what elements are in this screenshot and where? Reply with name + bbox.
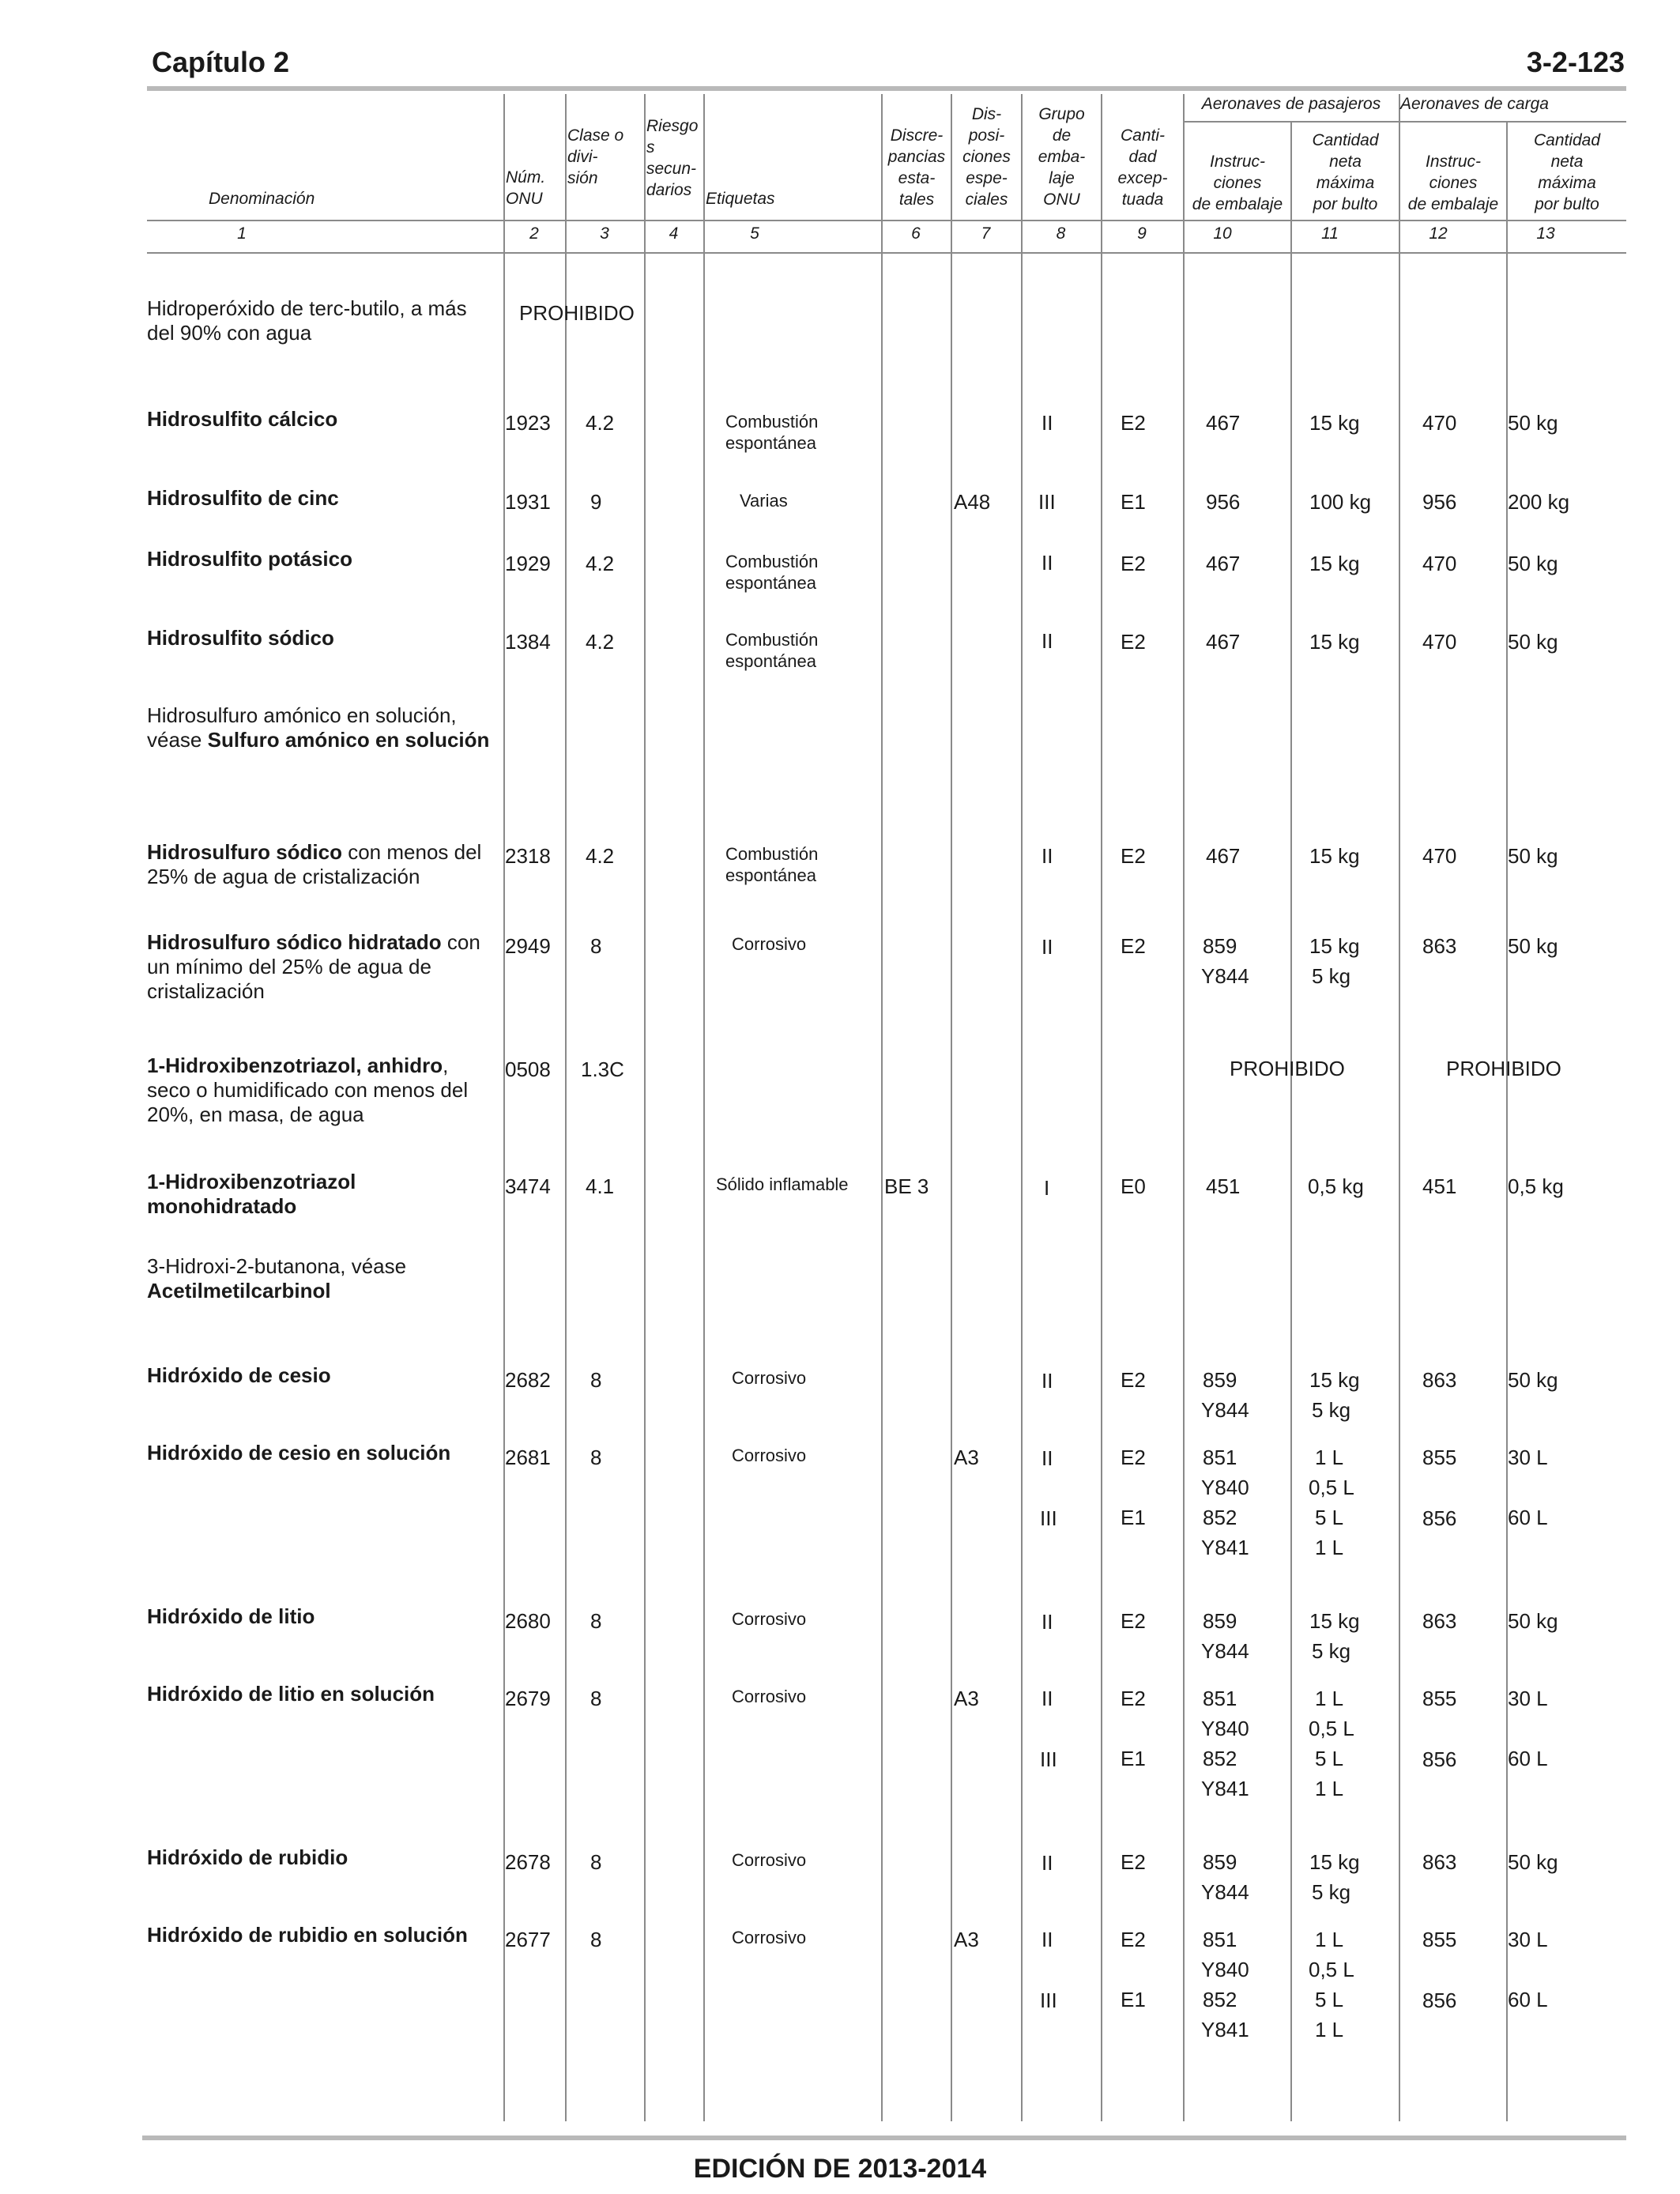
class-division: 4.2 [586,844,615,868]
pax-packing-instruction: 851 [1203,1687,1237,1710]
row-name: Hidróxido de litio en solución [147,1682,435,1706]
cargo-max-quantity: 50 kg [1508,1850,1558,1874]
pax-packing-instruction-y: Y844 [1201,1639,1249,1663]
cargo-packing-instruction: 470 [1422,844,1457,868]
cargo-max-quantity: 50 kg [1508,1368,1558,1392]
hazard-label: Corrosivo [732,1687,807,1706]
state-variation: BE 3 [884,1174,929,1198]
packing-group: II [1042,411,1053,435]
excepted-quantity: E2 [1121,1850,1146,1874]
un-number: 2681 [505,1446,551,1469]
pax-max-quantity-2-y: 1 L [1315,1536,1344,1559]
pax-packing-instruction-2-y: Y841 [1201,1777,1249,1800]
pax-max-quantity: 1 L [1315,1687,1344,1710]
excepted-quantity: E2 [1121,552,1146,575]
cargo-packing-instruction-2: 856 [1422,1506,1457,1530]
pax-packing-instruction-y: Y844 [1201,1398,1249,1422]
cargo-packing-instruction: 470 [1422,411,1457,435]
cargo-packing-instruction: 470 [1422,630,1457,654]
packing-group: II [1042,935,1053,959]
col-pax-cantidad-header: Cantidad neta máxima por bulto [1312,131,1379,213]
col-etiquetas-header: Etiquetas [706,190,775,208]
class-division: 8 [590,1850,602,1874]
pax-packing-instruction: 851 [1203,1928,1237,1951]
cargo-packing-instruction: 451 [1422,1174,1457,1198]
packing-group-2: III [1040,1747,1057,1771]
class-division: 4.2 [586,552,615,575]
pax-max-quantity-2: 5 L [1315,1988,1344,2011]
pax-max-quantity: 15 kg [1309,1850,1360,1874]
pax-max-quantity: 1 L [1315,1928,1344,1951]
pax-max-quantity-2-y: 1 L [1315,2018,1344,2041]
cargo-max-quantity: 30 L [1508,1687,1548,1710]
row-name: Hidrosulfuro sódico con menos del 25% de agua de cristalización [147,840,482,888]
class-division: 8 [590,1928,602,1951]
cargo-max-quantity: 50 kg [1508,552,1558,575]
un-number: 2682 [505,1368,551,1392]
hazard-label: Combustión espontánea [725,552,819,593]
excepted-quantity-2: E1 [1121,1747,1146,1770]
cargo-packing-instruction: 855 [1422,1928,1457,1951]
pax-max-quantity: 15 kg [1309,844,1360,868]
hazard-label: Varias [740,491,788,511]
pax-max-quantity: 15 kg [1309,1609,1360,1633]
row-name: Hidróxido de rubidio en solución [147,1923,468,1947]
hazard-label: Corrosivo [732,1850,807,1870]
class-division: 1.3C [581,1057,624,1081]
col-riesgos-header: Riesgo s secun- darios [646,117,699,199]
excepted-quantity: E2 [1121,630,1146,654]
row-name: Hidrosulfito potásico [147,547,352,571]
pax-max-quantity: 15 kg [1309,411,1360,435]
excepted-quantity-2: E1 [1121,1988,1146,2011]
row-name: Hidroperóxido de terc-butilo, a más del 90% con agua [147,296,467,345]
un-number: 2679 [505,1687,551,1710]
pax-max-quantity-y: 0,5 L [1309,1476,1354,1499]
hazard-label: Combustión espontánea [725,630,819,671]
pax-packing-instruction-y: Y840 [1201,1958,1249,1981]
hazard-label: Corrosivo [732,934,807,954]
un-number: 2949 [505,934,551,958]
class-division: 4.2 [586,630,615,654]
excepted-quantity: E2 [1121,844,1146,868]
packing-group: II [1042,1928,1053,1951]
packing-group: II [1042,1369,1053,1393]
col-discrepancias-header: Discre- pancias esta- tales [887,126,946,209]
passenger-aircraft-header: Aeronaves de pasajeros [1201,95,1381,113]
class-division: 8 [590,1609,602,1633]
special-provision: A3 [954,1687,979,1710]
un-number: 3474 [505,1174,551,1198]
pax-packing-instruction: 467 [1206,552,1241,575]
excepted-quantity: E2 [1121,411,1146,435]
excepted-quantity: E0 [1121,1174,1146,1198]
class-division: 8 [590,1446,602,1469]
top-rule [147,86,1626,91]
packing-group-2: III [1040,1989,1057,2012]
prohibited-label: PROHIBIDO [519,301,635,325]
pax-packing-instruction: 467 [1206,630,1241,654]
pax-max-quantity-y: 5 kg [1312,1639,1351,1663]
excepted-quantity: E2 [1121,1928,1146,1951]
un-number: 1923 [505,411,551,435]
edition-footer: EDICIÓN DE 2013-2014 [693,2154,987,2184]
cargo-max-quantity-2: 60 L [1508,1747,1548,1770]
pax-max-quantity-y: 5 kg [1312,1398,1351,1422]
hazard-label: Combustión espontánea [725,844,819,885]
un-number: 2677 [505,1928,551,1951]
chapter-title: Capítulo 2 [152,46,290,78]
un-number: 0508 [505,1057,551,1081]
pax-max-quantity-2: 5 L [1315,1506,1344,1529]
cargo-max-quantity-2: 60 L [1508,1506,1548,1529]
row-name: Hidrosulfito de cinc [147,486,339,510]
row-name: Hidrosulfuro sódico hidratado con un mínimo del 25% de agua de cristalización [147,930,480,1003]
pax-max-quantity: 15 kg [1309,630,1360,654]
pax-packing-instruction: 467 [1206,411,1241,435]
class-division: 8 [590,1687,602,1710]
class-division: 8 [590,934,602,958]
cargo-max-quantity: 50 kg [1508,844,1558,868]
pax-packing-instruction-2: 852 [1203,1988,1237,2011]
hazard-label: Corrosivo [732,1609,807,1629]
pax-packing-instruction: 851 [1203,1446,1237,1469]
pax-prohibited-label: PROHIBIDO [1230,1057,1345,1080]
pax-max-quantity: 0,5 kg [1308,1174,1364,1198]
cargo-packing-instruction: 863 [1422,1609,1457,1633]
cargo-max-quantity: 0,5 kg [1508,1174,1564,1198]
special-provision: A3 [954,1928,979,1951]
packing-group: II [1042,1446,1053,1470]
class-division: 9 [590,490,602,514]
un-number: 2680 [505,1609,551,1633]
excepted-quantity: E2 [1121,1368,1146,1392]
class-division: 4.2 [586,411,615,435]
hazard-label: Sólido inflamable [716,1174,849,1194]
cargo-packing-instruction: 863 [1422,1850,1457,1874]
cargo-max-quantity: 50 kg [1508,630,1558,654]
cargo-packing-instruction-2: 856 [1422,1989,1457,2012]
bottom-rule [142,2136,1626,2140]
pax-packing-instruction-2: 852 [1203,1747,1237,1770]
pax-packing-instruction-2-y: Y841 [1201,1536,1249,1559]
packing-group: III [1038,490,1056,514]
pax-max-quantity: 15 kg [1309,1368,1360,1392]
hazard-label: Combustión espontánea [725,412,819,453]
un-number: 1384 [505,630,551,654]
cargo-max-quantity-2: 60 L [1508,1988,1548,2011]
col-grupo-embalaje-header: Grupo de emba- laje ONU [1038,105,1086,209]
excepted-quantity: E2 [1121,934,1146,958]
special-provision: A48 [954,490,991,514]
packing-group: II [1042,1610,1053,1634]
row-name: Hidrosulfito cálcico [147,407,338,431]
excepted-quantity: E2 [1121,1446,1146,1469]
pax-max-quantity-2-y: 1 L [1315,1777,1344,1800]
class-division: 8 [590,1368,602,1392]
pax-max-quantity: 15 kg [1309,552,1360,575]
cargo-packing-instruction-2: 856 [1422,1747,1457,1771]
pax-packing-instruction: 451 [1206,1174,1241,1198]
pax-packing-instruction: 859 [1203,1850,1237,1874]
pax-packing-instruction: 467 [1206,844,1241,868]
pax-max-quantity: 100 kg [1309,490,1372,514]
excepted-quantity: E2 [1121,1609,1146,1633]
col-clase-header: Clase o divi- sión [567,126,624,187]
cargo-max-quantity: 50 kg [1508,934,1558,958]
pax-max-quantity-y: 5 kg [1312,1880,1351,1904]
pax-packing-instruction-y: Y840 [1201,1476,1249,1499]
col-pax-instrucciones-header: Instruc- ciones de embalaje [1192,153,1283,213]
col-cargo-cantidad-header: Cantidad neta máxima por bulto [1533,131,1601,213]
pax-max-quantity-y: 5 kg [1312,964,1351,988]
row-name: 1-Hidroxibenzotriazol monohidratado [147,1170,356,1218]
cargo-packing-instruction: 855 [1422,1446,1457,1469]
cargo-max-quantity: 200 kg [1508,490,1570,514]
packing-group: II [1042,551,1053,575]
excepted-quantity-2: E1 [1121,1506,1146,1529]
class-division: 4.1 [586,1174,615,1198]
row-name: Hidróxido de cesio en solución [147,1441,451,1465]
pax-packing-instruction-2: 852 [1203,1506,1237,1529]
packing-group: II [1042,1851,1053,1875]
row-name: Hidróxido de cesio [147,1363,331,1387]
row-name: Hidrosulfito sódico [147,626,334,650]
pax-packing-instruction-y: Y844 [1201,1880,1249,1904]
cargo-max-quantity: 50 kg [1508,411,1558,435]
pax-packing-instruction: 859 [1203,1609,1237,1633]
cargo-packing-instruction: 470 [1422,552,1457,575]
cargo-max-quantity: 30 L [1508,1928,1548,1951]
pax-packing-instruction-y: Y844 [1201,964,1249,988]
row-name: 3-Hidroxi-2-butanona, véase Acetilmetilcarbinol [147,1254,407,1302]
col-denominacion-header: Denominación [209,190,315,208]
col-cantidad-exceptuada-header: Canti- dad excep- tuada [1117,126,1168,209]
cargo-packing-instruction: 956 [1422,490,1457,514]
packing-group-2: III [1040,1506,1057,1530]
excepted-quantity: E1 [1121,490,1146,514]
pax-packing-instruction: 859 [1203,1368,1237,1392]
packing-group: II [1042,844,1053,868]
cargo-prohibited-label: PROHIBIDO [1446,1057,1561,1080]
pax-max-quantity: 15 kg [1309,934,1360,958]
hazard-label: Corrosivo [732,1446,807,1465]
cargo-max-quantity: 30 L [1508,1446,1548,1469]
packing-group: I [1044,1176,1050,1200]
cargo-packing-instruction: 855 [1422,1687,1457,1710]
pax-packing-instruction-y: Y840 [1201,1717,1249,1740]
hazard-label: Corrosivo [732,1368,807,1388]
col-cargo-instrucciones-header: Instruc- ciones de embalaje [1407,153,1499,213]
pax-max-quantity: 1 L [1315,1446,1344,1469]
un-number: 2318 [505,844,551,868]
pax-packing-instruction: 956 [1206,490,1241,514]
row-name: 1-Hidroxibenzotriazol, anhidro, seco o humidificado con menos del 20%, en masa, de agua [147,1054,469,1126]
col-disposiciones-header: Dis- posi- ciones espe- ciales [962,105,1011,209]
page-reference: 3-2-123 [1526,46,1625,78]
excepted-quantity: E2 [1121,1687,1146,1710]
hazard-label: Corrosivo [732,1928,807,1947]
pax-packing-instruction: 859 [1203,934,1237,958]
pax-max-quantity-2: 5 L [1315,1747,1344,1770]
packing-group: II [1042,1687,1053,1710]
cargo-packing-instruction: 863 [1422,934,1457,958]
cargo-max-quantity: 50 kg [1508,1609,1558,1633]
un-number: 2678 [505,1850,551,1874]
un-number: 1931 [505,490,551,514]
row-name: Hidróxido de litio [147,1604,315,1628]
special-provision: A3 [954,1446,979,1469]
col-num-onu-header: Núm. ONU [506,168,546,208]
pax-max-quantity-y: 0,5 L [1309,1958,1354,1981]
pax-packing-instruction-2-y: Y841 [1201,2018,1249,2041]
row-name: Hidrosulfuro amónico en solución, véase Sulfuro amónico en solución [147,703,490,752]
row-name: Hidróxido de rubidio [147,1845,348,1869]
cargo-packing-instruction: 863 [1422,1368,1457,1392]
cargo-aircraft-header: Aeronaves de carga [1400,95,1549,113]
pax-max-quantity-y: 0,5 L [1309,1717,1354,1740]
packing-group: II [1042,629,1053,653]
un-number: 1929 [505,552,551,575]
